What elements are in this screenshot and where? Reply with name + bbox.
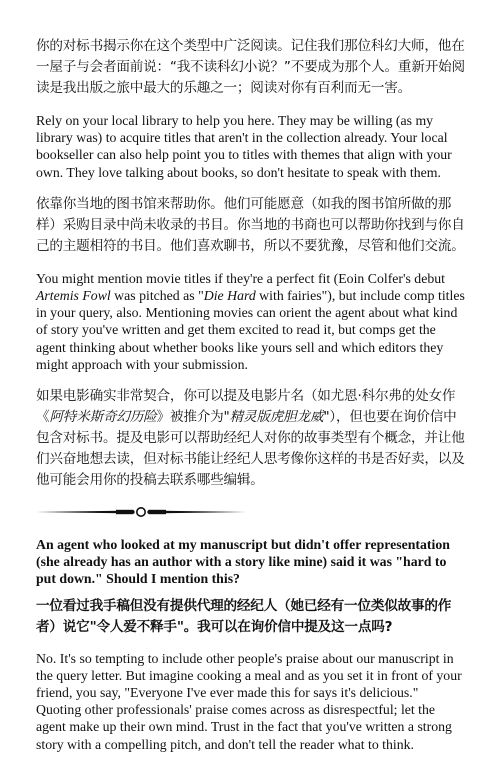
movie-title-zh: 精灵版虎胆龙威 (229, 409, 324, 426)
book-title-artemis-fowl: Artemis Fowl (36, 288, 111, 304)
ornament-icon (36, 506, 246, 518)
paragraph-zh-3: 依靠你当地的图书馆来帮助你。他们可能愿意（如我的图书馆所做的那样）采购目录中尚未收录的书目。你当地的书商也可以帮助你找到与你自己的主题相符的书目。他们喜欢聊书，所以不要犹豫，尽管和他们交流。 (36, 195, 465, 254)
answer-en: No. It's so tempting to include other people's praise about our manuscript in the query letter. But imagine cooking a meal and as you set it in front of your friend, you say, "Everyone I've ever made this for says it's delicious." Quoting other professionals' praise comes across as disrespectful; let the agent make up their own mind. Trust in the fact that you've written a strong story with a compelling pitch, and don't tell the reader what to think. (36, 650, 462, 752)
paragraph-zh-5-part-c: 》被推介为" (156, 409, 230, 426)
movie-title-die-hard: Die Hard (203, 288, 256, 304)
paragraph-en-4-part-c: was pitched as " (110, 288, 204, 304)
paragraph-zh-5-part-e: "），但也要在询价信中包含对标书。提及电影可以帮助经纪人对你的故事类型有个概念，并让他们兴奋地想去读，但对标书能让经纪人思考像你这样的书是否好卖，以及他可能会用你的投稿去联系哪些编辑。 (36, 409, 465, 489)
question-en: An agent who looked at my manuscript but didn't offer representation (she already has an author with a story like mine) said it was "hard to put down." Should I mention this? (36, 537, 450, 587)
paragraph-zh-5-part-a: 如果电影确实非常契合，你可以提及电影片名（如尤恩·科尔弗的处女作《 (36, 388, 456, 426)
paragraph-en-4 (36, 270, 466, 373)
question-zh: 一位看过我手稿但没有提供代理的经纪人（她已经有一位类似故事的作者）说它"令人爱不释手"。我可以在询价信中提及这一点吗? (36, 597, 452, 635)
paragraph-en-2: Rely on your local library to help you here. They may be willing (as my library was) to acquire titles that aren't in the collection already. Your local bookseller can also help point you to titles with themes that align with your own. They love talking about books, so don't hesitate to speak with them. (36, 113, 452, 180)
paragraph-zh-5 (36, 386, 466, 491)
ornamental-divider (36, 505, 246, 517)
paragraph-en-4-part-a: You might mention movie titles if they're a perfect fit (Eoin Colfer's debut (36, 270, 445, 286)
book-title-zh: 阿特米斯奇幻历险 (49, 409, 157, 426)
document-page (36, 36, 466, 766)
paragraph-en-4-part-e: with fairies"), but include comp titles in your query, also. Mentioning movies can orient the agent about what kind of story you've written and get them excited to read it, but comps get the agent thinking about whether books like yours sell and which editors they might approach with your submission. (36, 288, 465, 372)
paragraph-zh-1: 你的对标书揭示你在这个类型中广泛阅读。记住我们那位科幻大师，他在一屋子与会者面前说：“我不读科幻小说？”不要成为那个人。重新开始阅读是我出版之旅中最大的乐趣之一；阅读对你有百利而无一害。 (36, 38, 465, 96)
